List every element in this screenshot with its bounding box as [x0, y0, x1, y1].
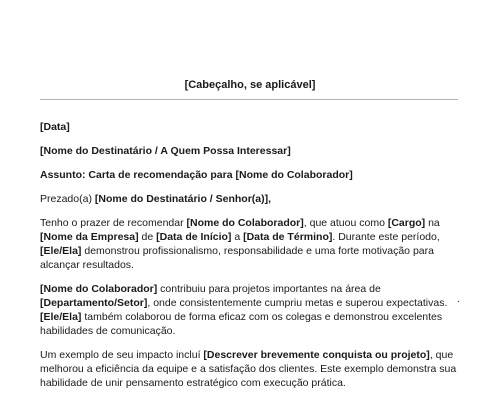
text-run: na: [425, 217, 440, 229]
text-run: também colaborou de forma eficaz com os colegas e demonstrou excelentes: [81, 311, 443, 323]
salutation-line: [40, 192, 271, 206]
header-divider: [40, 99, 458, 100]
p1-line-4: [40, 258, 134, 272]
subject-text: Carta de recomendação para: [88, 169, 236, 181]
p2-line-2: [40, 296, 447, 310]
p1-line-2: [40, 230, 440, 244]
placeholder-achievement: [Descrever brevemente conquista ou projeto]: [203, 349, 430, 361]
text-run: a: [231, 231, 244, 243]
text-run: melhorou a eficiência da equipe e a satisfação dos clientes. Este exemplo demonstra sua: [40, 363, 457, 375]
p3-line-1: [40, 348, 453, 362]
text-run: . Durante este período,: [332, 231, 440, 243]
text-run: , onde consistentemente cumpriu metas e superou expectativas.: [147, 297, 448, 309]
placeholder-department: [Departamento/Setor]: [40, 297, 148, 309]
p2-line-4: [40, 324, 175, 338]
p2-line-3: [40, 310, 442, 324]
text-run: contribuiu para projetos importantes na área de: [157, 283, 381, 295]
p1-line-1: [40, 216, 440, 230]
text-run: alcançar resultados.: [40, 259, 134, 271]
p1-line-3: [40, 244, 434, 258]
p3-line-3: [40, 376, 346, 390]
placeholder-start-date: [Data de Início]: [156, 231, 232, 243]
date-line: [Data]: [40, 121, 70, 133]
salutation-name: [Nome do Destinatário / Senhor(a)],: [94, 193, 272, 205]
placeholder-pronoun: [Ele/Ela]: [40, 311, 82, 323]
text-run: , que atuou como: [303, 217, 388, 229]
placeholder-company: [Nome da Empresa]: [40, 231, 139, 243]
text-run: , que: [429, 349, 454, 361]
text-run: demonstrou profissionalismo, responsabilidade e uma forte motivação para: [81, 245, 434, 257]
letter-header: [Cabeçalho, se aplicável]: [184, 79, 316, 91]
text-run: de: [138, 231, 157, 243]
subject-line: [40, 168, 353, 182]
placeholder-collaborator: [Nome do Colaborador]: [40, 283, 158, 295]
text-run: habilidade de unir pensamento estratégico com execução prática.: [40, 377, 346, 389]
subject-name: [Nome do Colaborador]: [235, 169, 353, 181]
placeholder-role: [Cargo]: [387, 217, 426, 229]
text-run: habilidades de comunicação.: [40, 325, 176, 337]
p3-line-2: [40, 362, 456, 376]
placeholder-pronoun: [Ele/Ela]: [40, 245, 82, 257]
text-run: Um exemplo de seu impacto incluí: [40, 349, 204, 361]
placeholder-collaborator: [Nome do Colaborador]: [186, 217, 304, 229]
recipient-line: [Nome do Destinatário / A Quem Possa Interessar]: [40, 145, 291, 157]
stray-mark: .: [457, 294, 460, 305]
subject-label: Assunto:: [40, 169, 89, 181]
p2-line-1: [40, 282, 381, 296]
text-run: Tenho o prazer de recomendar: [40, 217, 187, 229]
salutation-text: Prezado(a): [40, 193, 95, 205]
placeholder-end-date: [Data de Término]: [243, 231, 333, 243]
